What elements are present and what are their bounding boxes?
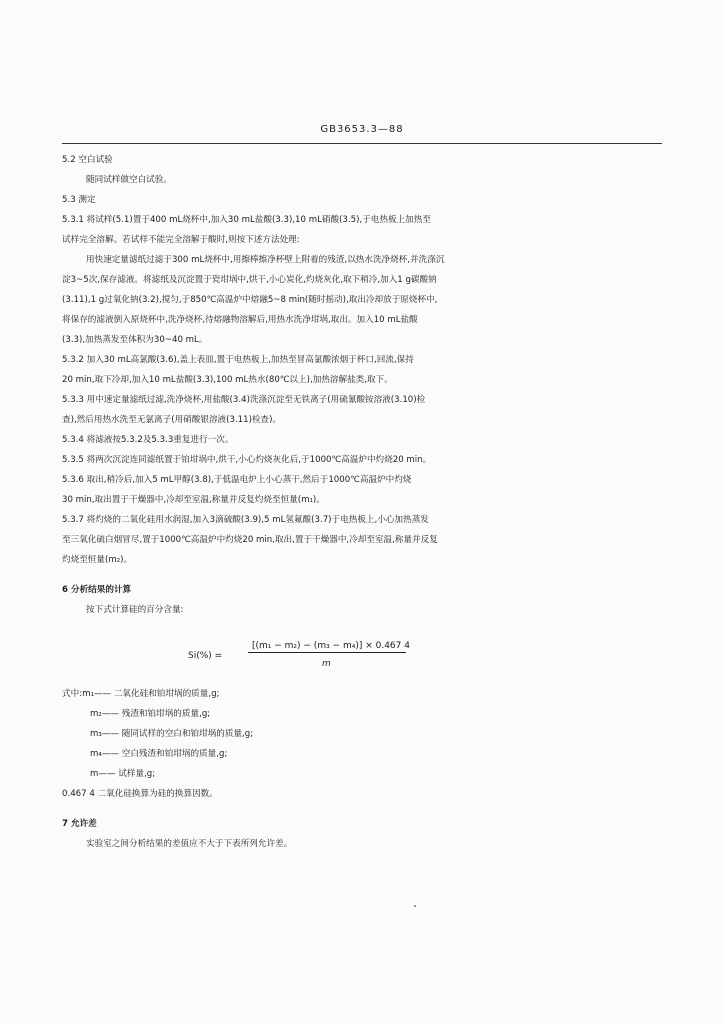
section-5-3-1-extra-line: 将保存的滤液倒入原烧杯中,洗净烧杯,待熔融物溶解后,用热水洗净坩埚,取出。加入10 mL盐酸 — [62, 315, 418, 325]
definition-symbol: m₂ — [90, 709, 102, 719]
section-5-2-text: 随同试样做空白试验。 — [86, 175, 172, 185]
formula-denominator: m — [322, 659, 331, 669]
definition-row — [62, 684, 662, 704]
section-5-3-1-extra-line: 淀3~5次,保存滤液。将滤纸及沉淀置于瓷坩埚中,烘干,小心炭化,灼烧灰化,取下稍冷,加入1 g碳酸钠 — [62, 275, 437, 285]
section-5-3-2-line: 5.3.2 加入30 mL高氯酸(3.6),盖上表皿,置于电热板上,加热至冒高氯酸浓烟于杯口,回流,保持 — [62, 355, 414, 365]
document-body — [62, 150, 662, 854]
formula-lhs: Si(%) = — [188, 651, 223, 661]
scan-speck — [414, 905, 416, 907]
section-5-3-1-extra-line: (3.3),加热蒸发至体积为30~40 mL。 — [62, 335, 208, 345]
definition-symbol: m₄ — [90, 749, 102, 759]
definitions-intro: 式中: — [62, 689, 83, 699]
section-5-2-title: 5.2 空白试验 — [62, 155, 113, 165]
definition-text: —— 随同试样的空白和铂坩埚的质量,g; — [101, 729, 254, 739]
conversion-factor-line: 0.467 4 二氧化硅换算为硅的换算因数。 — [62, 789, 218, 799]
definition-row — [62, 704, 662, 724]
section-5-3-title: 5.3 测定 — [62, 195, 96, 205]
definition-row — [62, 764, 662, 784]
section-5-3-1-line: 5.3.1 将试样(5.1)置于400 mL烧杯中,加入30 mL盐酸(3.3),10 mL硝酸(3.5),于电热板上加热至 — [62, 215, 431, 225]
definition-text: —— 空白残渣和铂坩埚的质量,g; — [101, 749, 228, 759]
section-5-3-3-line: 5.3.3 用中速定量滤纸过滤,洗净烧杯,用盐酸(3.4)洗涤沉淀至无铁离子(用硫氰酸铵溶液(3.10)检 — [62, 395, 426, 405]
section-5-3-2-line: 20 min,取下冷却,加入10 mL盐酸(3.3),100 mL热水(80℃以上),加热溶解盐类,取下。 — [62, 375, 393, 385]
definition-text: —— 二氧化硅和铂坩埚的质量,g; — [93, 689, 220, 699]
section-5-3-4-line: 5.3.4 将滤液按5.3.2及5.3.3重复进行一次。 — [62, 435, 234, 445]
section-6-title: 6 分析结果的计算 — [62, 585, 132, 595]
definition-row — [62, 724, 662, 744]
section-5-3-1-extra-line: 用快速定量滤纸过滤于300 mL烧杯中,用擦棒擦净杯壁上附着的残渣,以热水洗净烧杯,并洗涤沉 — [86, 255, 445, 265]
definition-symbol: m₁ — [82, 689, 94, 699]
header-rule — [62, 143, 662, 144]
section-5-3-7-line: 至三氧化硫白烟冒尽,置于1000℃高温炉中灼烧20 min,取出,置于干燥器中,冷却至室温,称量并反复 — [62, 535, 438, 545]
standard-code: GB3653.3—88 — [320, 124, 404, 135]
definition-text: —— 试样量,g; — [98, 769, 156, 779]
section-5-3-6-line: 5.3.6 取出,稍冷后,加入5 mL甲醇(3.8),于低温电炉上小心蒸干,然后于1000℃高温炉中灼烧 — [62, 475, 412, 485]
formula-numerator: [(m₁ − m₂) − (m₃ − m₄)] × 0.467 4 — [252, 641, 410, 651]
silicon-formula — [62, 630, 662, 684]
section-7-text: 实验室之间分析结果的差值应不大于下表所列允许差。 — [86, 839, 293, 849]
section-5-3-1-line: 试样完全溶解。若试样不能完全溶解于酸时,则按下述方法处理: — [62, 235, 300, 245]
definition-symbol: m₃ — [90, 729, 102, 739]
section-6-intro: 按下式计算硅的百分含量: — [86, 605, 184, 615]
definition-symbol: m — [90, 769, 99, 779]
definition-text: —— 残渣和铂坩埚的质量,g; — [101, 709, 211, 719]
formula-fraction-bar — [248, 652, 406, 653]
section-5-3-7-line: 灼烧至恒量(m₂)。 — [62, 555, 133, 565]
section-5-3-5-line: 5.3.5 将两次沉淀连同滤纸置于铂坩埚中,烘干,小心灼烧灰化后,于1000℃高温炉中灼烧20 min。 — [62, 455, 432, 465]
section-5-3-1-extra-line: (3.11),1 g过氧化钠(3.2),搅匀,于850℃高温炉中熔融5~8 min(随时摇动),取出冷却放于原烧杯中, — [62, 295, 438, 305]
section-7-title: 7 允许差 — [62, 819, 97, 829]
section-5-3-3-line: 查),然后用热水洗至无氯离子(用硝酸银溶液(3.11)检查)。 — [62, 415, 282, 425]
definition-row — [62, 744, 662, 764]
section-5-3-6-line: 30 min,取出置于干燥器中,冷却至室温,称量并反复灼烧至恒量(m₁)。 — [62, 495, 325, 505]
section-5-3-7-line: 5.3.7 将灼烧的二氧化硅用水润湿,加入3滴硫酸(3.9),5 mL氢氟酸(3.7)于电热板上,小心加热蒸发 — [62, 515, 429, 525]
